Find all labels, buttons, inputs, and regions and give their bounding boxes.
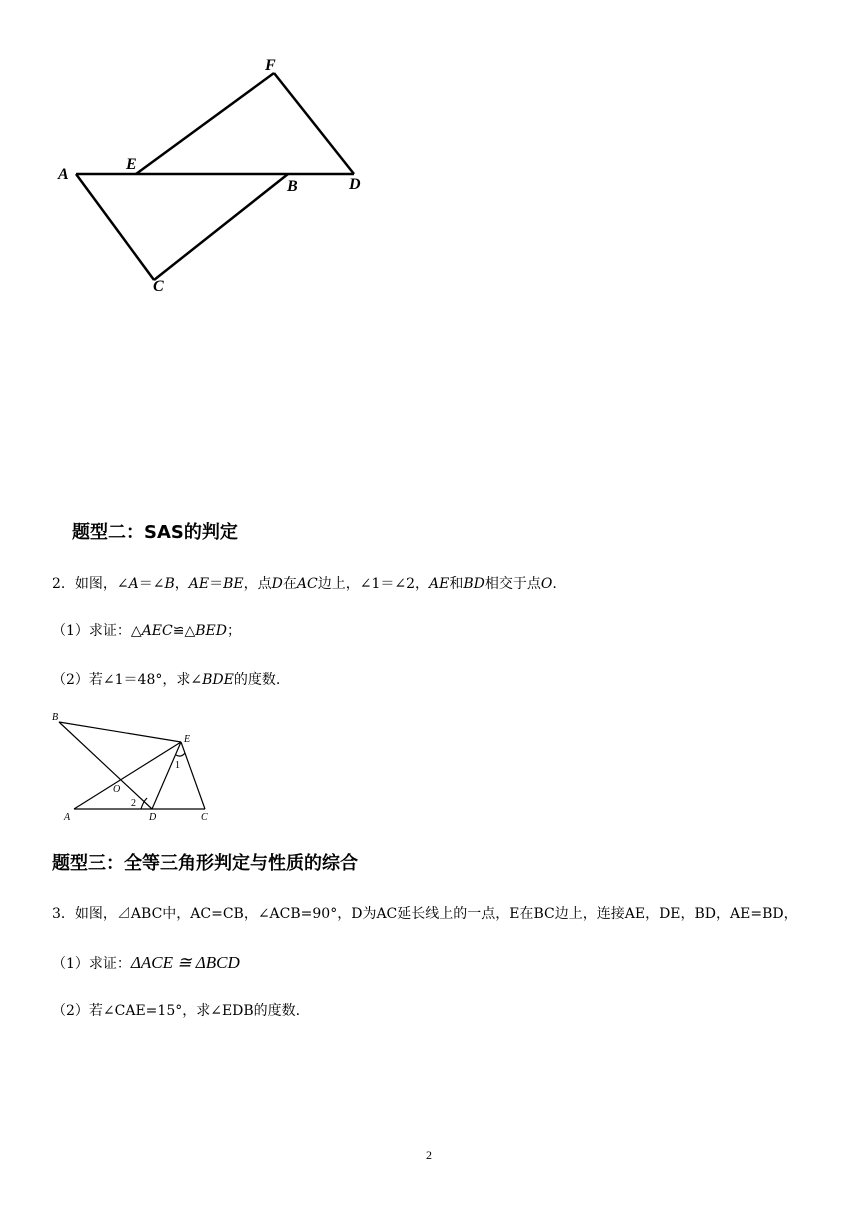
problem-2-var-ac: AC <box>296 576 318 592</box>
label-o: O <box>113 784 121 795</box>
figure-1 <box>0 0 400 310</box>
label-d-2: D <box>149 812 157 823</box>
question-2-text-2: 的度数. <box>233 672 281 688</box>
segment-ac <box>76 174 154 280</box>
problem-2-text-7: 边上，∠1＝∠2， <box>317 576 429 592</box>
problem-2-var-bd: BD <box>463 576 485 592</box>
problem-2-var-o: O <box>540 576 553 592</box>
problem-2-var-d: D <box>271 576 283 592</box>
section-2-heading: 题型二：SAS的判定 <box>72 522 238 543</box>
question-3-1-formula: ΔACE ≅ ΔBCD <box>130 953 240 972</box>
label-c: C <box>153 278 164 295</box>
label-b-2: B <box>52 712 59 723</box>
label-b: B <box>287 178 298 195</box>
segment-fd <box>274 73 354 174</box>
problem-2-text-10: . <box>552 576 557 592</box>
problem-2-var-ae-2: AE <box>429 576 450 592</box>
segment-ec <box>181 742 205 809</box>
label-e: E <box>126 156 137 173</box>
angle-1-arc <box>176 753 185 756</box>
problem-2-text-1: 2．如图，∠ <box>52 576 129 592</box>
problem-3-question-2: （2）若∠CAE=15°，求∠EDB的度数. <box>52 1003 301 1019</box>
problem-2-question-1 <box>52 621 241 641</box>
page-number: 2 <box>426 1148 432 1162</box>
label-angle-2: 2 <box>131 798 136 809</box>
label-d: D <box>349 176 361 193</box>
problem-2-text-3: ， <box>174 576 189 592</box>
problem-2-var-ae: AE <box>188 576 210 592</box>
problem-2-var-a: A <box>128 576 139 592</box>
question-1-var-aec: AEC <box>141 623 173 639</box>
problem-2-var-be: BE <box>223 576 244 592</box>
segment-ae <box>74 742 181 809</box>
question-3-1-prefix: （1）求证： <box>52 956 131 972</box>
segment-ef <box>136 73 274 174</box>
question-2-text-1: （2）若∠1＝48°，求∠ <box>52 672 203 688</box>
problem-2-text-5: ，点 <box>243 576 272 592</box>
label-c-2: C <box>201 812 208 823</box>
question-1-text-2: ≌△ <box>172 623 196 639</box>
section-3-heading: 题型三：全等三角形判定与性质的综合 <box>52 853 358 874</box>
question-2-var-bde: BDE <box>202 672 234 688</box>
problem-3-question-1 <box>52 953 240 974</box>
problem-2-text-9: 相交于点 <box>484 576 541 592</box>
problem-2-var-b: B <box>164 576 175 592</box>
label-f: F <box>265 57 276 74</box>
problem-3-statement: 3．如图，⊿ABC中，AC=CB，∠ACB=90°，D为AC延长线上的一点，E在BC边上，连接AE，DE，BD，AE=BD， <box>52 906 798 922</box>
label-a: A <box>58 166 69 183</box>
segment-cb <box>154 174 288 280</box>
problem-2-statement <box>52 574 557 594</box>
segment-de <box>152 742 181 809</box>
question-1-text-1: （1）求证：△ <box>52 623 142 639</box>
label-e-2: E <box>184 734 191 745</box>
problem-2-text-8: 和 <box>449 576 464 592</box>
label-a-2: A <box>64 812 71 823</box>
question-1-var-bed: BED <box>195 623 227 639</box>
label-angle-1: 1 <box>175 760 180 771</box>
problem-2-text-6: 在 <box>282 576 297 592</box>
question-1-text-3: ； <box>226 623 241 639</box>
problem-2-text-4: ＝ <box>209 576 224 592</box>
problem-2-question-2 <box>52 670 280 690</box>
figure-2 <box>0 700 240 830</box>
problem-2-text-2: ＝∠ <box>138 576 165 592</box>
